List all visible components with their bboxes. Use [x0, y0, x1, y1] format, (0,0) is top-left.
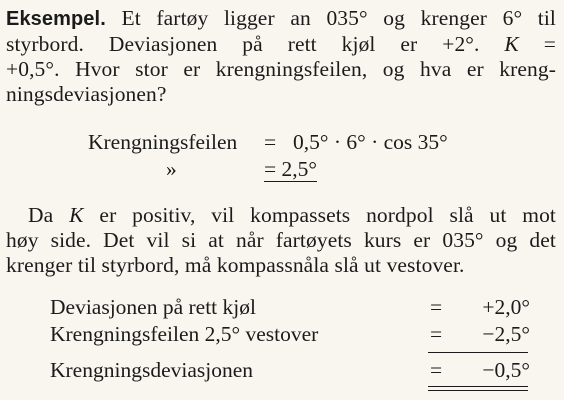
formula-result: 2,5° [281, 157, 317, 181]
formula-line-1 [88, 130, 237, 155]
formula-label: Krengningsfeilen [88, 130, 238, 154]
summary-row-1-value: +2,0° [482, 295, 530, 319]
summary-row-3-value: −0,5° [482, 358, 530, 382]
example-line-2-text: styrbord. Deviasjonen på rett kjøl er +2°. [6, 32, 480, 56]
example-line-1-text: Et fartøy ligger an 035° og krenger 6° til [121, 6, 556, 30]
summary-row-1-eq: = [430, 295, 443, 319]
example-line-2 [6, 32, 556, 57]
explanation-variable-k: K [69, 203, 84, 227]
summary-row-2-eq: = [430, 322, 443, 346]
explanation-line-3: krenger til styrbord, må kompassnåla slå ut vestover. [6, 253, 465, 277]
explanation-line-1 [6, 203, 556, 228]
explanation-line-2: høy side. Det vil si at når fartøyets kurs er 035° og det [6, 228, 556, 252]
summary-rule-top [428, 352, 528, 353]
summary-row-3-label: Krengningsdeviasjonen [50, 358, 254, 382]
explanation-paragraph [6, 203, 556, 278]
summary-row-2-value: −2,5° [482, 322, 530, 346]
formula-result-underlined [264, 157, 317, 182]
example-line-2-equals: = [543, 32, 556, 56]
example-line-4: ningsdeviasjonen? [6, 82, 167, 106]
example-line-3: +0,5°. Hvor stor er krengningsfeilen, og hva er kreng- [6, 57, 556, 81]
formula-eq-2 [264, 157, 317, 182]
ditto-mark: » [166, 157, 177, 181]
summary-row-1-label: Deviasjonen på rett kjøl [50, 295, 256, 319]
variable-k: K [504, 32, 519, 56]
formula-eq-2-sign: = [264, 157, 277, 181]
summary-rule-bottom-1 [428, 386, 528, 387]
example-line-1 [6, 6, 556, 32]
formula-expression: 0,5° · 6° · cos 35° [293, 130, 448, 154]
summary-row-2-label: Krengningsfeilen 2,5° vestover [50, 322, 319, 346]
example-label: Eksempel. [6, 8, 106, 30]
summary-row-3-eq: = [430, 358, 443, 382]
summary-rule-bottom-2 [428, 390, 528, 391]
example-paragraph [6, 6, 556, 107]
formula-eq-1: = [264, 130, 277, 154]
explanation-line-1-b: er positiv, vil kompassets nordpol slå ut mot [99, 203, 557, 227]
explanation-line-1-a: Da [28, 203, 54, 227]
